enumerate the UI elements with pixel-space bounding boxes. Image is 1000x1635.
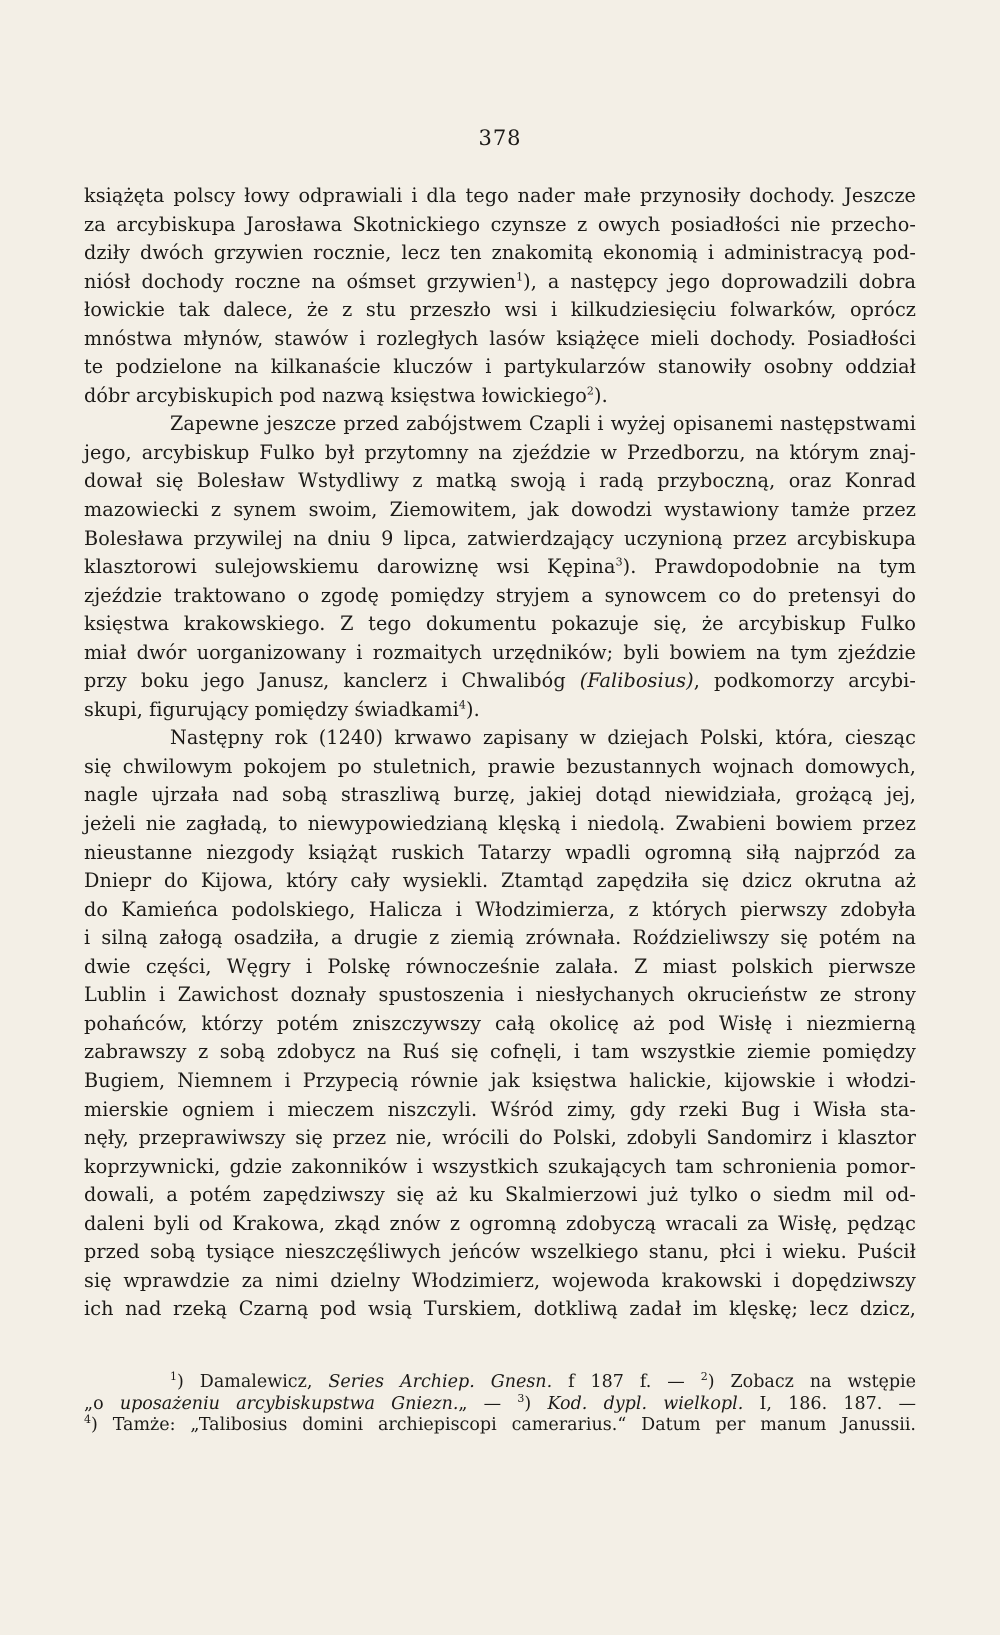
text-line bbox=[84, 439, 916, 468]
text-line bbox=[84, 325, 916, 354]
footnote-line bbox=[84, 1415, 916, 1437]
text-line bbox=[84, 496, 916, 525]
text-run: jeżeli nie zagładą, to niewypowiedzianą klęską i niedolą. Zwabieni bowiem przez bbox=[84, 812, 916, 836]
italic-text: Kod. dypl. wielkopl. bbox=[547, 1393, 744, 1414]
text-run: ) Tamże: „Talibosius domini archiepiscopi camerarius.“ Datum per manum Janussii. bbox=[91, 1415, 916, 1435]
text-run: do Kamieńca podolskiego, Halicza i Włodzimierza, z których pierwszy zdobyła bbox=[84, 897, 916, 921]
text-line bbox=[84, 1238, 916, 1267]
text-run: klasztorowi sulejowskiemu darowiznę wsi Kępina bbox=[84, 555, 616, 579]
footnote-marker: 2 bbox=[700, 1370, 708, 1384]
text-line bbox=[84, 1153, 916, 1182]
text-line bbox=[84, 553, 916, 582]
text-run: mazowiecki z synem swoim, Ziemowitem, jak dowodzi wystawiony tamże przez bbox=[84, 498, 916, 522]
text-run: „ — bbox=[458, 1393, 518, 1414]
text-run: jego, arcybiskup Fulko był przytomny na zjeździe w Przedborzu, na którym znaj- bbox=[84, 440, 916, 464]
text-line bbox=[84, 639, 916, 668]
text-run: nagle ujrzała nad sobą straszliwą burzę, jakiej dotąd niewidziała, grożącą jej, bbox=[84, 783, 916, 807]
text-run: ich nad rzeką Czarną pod wsią Turskiem, dotkliwą zadał im klęskę; lecz dzicz, bbox=[84, 1297, 916, 1321]
text-line bbox=[84, 981, 916, 1010]
footnote-marker: 3 bbox=[615, 555, 623, 569]
text-run: I, 186. 187. — bbox=[743, 1393, 917, 1414]
text-run: te podzielone na kilkanaście kluczów i partykularzów stanowiły osobny oddział bbox=[84, 355, 916, 379]
text-line bbox=[84, 724, 916, 753]
text-run: Bugiem, Niemnem i Przypecią równie jak księstwa halickie, kijowskie i włodzi- bbox=[84, 1068, 916, 1092]
text-run: koprzywnicki, gdzie zakonników i wszystkich szukających tam schronienia pomor- bbox=[84, 1154, 916, 1178]
text-run: , podkomorzy arcybi- bbox=[693, 669, 916, 693]
footnote-line bbox=[84, 1372, 916, 1394]
text-run: mnóstwa młynów, stawów i rozległych lasów książęce mieli dochody. Posiadłości bbox=[84, 326, 916, 350]
text-line bbox=[84, 182, 916, 211]
text-run: pohańców, którzy potém zniszczywszy całą okolicę aż pod Wisłę i niezmierną bbox=[84, 1011, 916, 1035]
footnote-marker: 2 bbox=[586, 384, 594, 398]
text-run: f 187 f. — bbox=[552, 1372, 701, 1392]
text-line bbox=[84, 896, 916, 925]
text-run: ). bbox=[593, 383, 608, 407]
text-line bbox=[84, 667, 916, 696]
text-run: dowali, a potém zapędziwszy się aż ku Skalmierzowi już tylko o siedm mil od- bbox=[84, 1183, 916, 1207]
text-line bbox=[84, 1181, 916, 1210]
text-run: daleni byli od Krakowa, zkąd znów z ogromną zdobyczą wracali za Wisłę, pędząc bbox=[84, 1211, 916, 1235]
text-run: Dniepr do Kijowa, który cały wysiekli. Ztamtąd zapędziła się dzicz okrutna aż bbox=[84, 869, 916, 893]
text-run: i silną załogą osadziła, a drugie z ziemią zrównała. Roździeliwszy się potém na bbox=[84, 926, 916, 950]
text-line bbox=[84, 467, 916, 496]
text-run: przed sobą tysiące nieszczęśliwych jeńców wszelkiego stanu, płci i wieku. Puścił bbox=[84, 1240, 916, 1264]
text-run: Lublin i Zawichost doznały spustoszenia i niesłychanych okrucieństw ze strony bbox=[84, 983, 916, 1007]
text-line bbox=[84, 525, 916, 554]
text-line bbox=[84, 1038, 916, 1067]
text-run: łowickie tak dalece, że z stu przeszło wsi i kilkudziesięciu folwarków, oprócz bbox=[84, 298, 916, 322]
text-line bbox=[84, 211, 916, 240]
text-run: ) bbox=[524, 1393, 548, 1414]
footnote-line bbox=[84, 1391, 917, 1416]
text-line bbox=[84, 268, 916, 297]
text-run: skupi, figurujący pomiędzy świadkami bbox=[84, 697, 459, 721]
text-run: księstwa krakowskiego. Z tego dokumentu pokazuje się, że arcybiskup Fulko bbox=[84, 612, 916, 636]
text-run: dóbr arcybiskupich pod nazwą księstwa łowickiego bbox=[84, 383, 587, 407]
text-run: dował się Bolesław Wstydliwy z matką swoją i radą przyboczną, oraz Konrad bbox=[84, 469, 916, 493]
text-line bbox=[84, 353, 916, 382]
text-line bbox=[84, 1010, 916, 1039]
text-line bbox=[84, 839, 916, 868]
footnotes bbox=[84, 1372, 916, 1437]
footnote-marker: 1 bbox=[170, 1370, 177, 1384]
text-line bbox=[84, 1210, 916, 1239]
body-text bbox=[84, 182, 916, 1324]
text-line bbox=[84, 410, 916, 439]
italic-text: (Falibosius) bbox=[579, 669, 694, 693]
footnote-marker: 3 bbox=[517, 1391, 525, 1405]
text-run: nęły, przeprawiwszy się przez nie, wrócili do Polski, zdobyli Sandomirz i klasztor bbox=[84, 1126, 916, 1150]
text-run: ). bbox=[466, 697, 480, 721]
page-number: 378 bbox=[478, 126, 522, 150]
text-line bbox=[84, 239, 916, 268]
text-run: za arcybiskupa Jarosława Skotnickiego czynsze z owych posiadłości nie przecho- bbox=[84, 212, 916, 236]
text-line bbox=[84, 1067, 916, 1096]
text-line bbox=[84, 953, 916, 982]
text-line bbox=[84, 1267, 916, 1296]
text-run: Zapewne jeszcze przed zabójstwem Czapli i wyżej opisanemi następstwami bbox=[170, 412, 916, 436]
text-run: ) Damalewicz, bbox=[177, 1372, 329, 1392]
text-line bbox=[84, 1096, 916, 1125]
text-run: „o bbox=[84, 1393, 120, 1414]
text-run: Bolesława przywilej na dniu 9 lipca, zatwierdzający uczynioną przez arcybiskupa bbox=[84, 526, 916, 550]
text-run: się wprawdzie za nimi dzielny Włodzimierz, wojewoda krakowski i dopędziwszy bbox=[84, 1268, 916, 1292]
text-line bbox=[84, 382, 916, 411]
text-run: książęta polscy łowy odprawiali i dla tego nader małe przynosiły dochody. Jeszcze bbox=[84, 184, 916, 207]
text-run: niósł dochody roczne na ośmset grzywien bbox=[84, 269, 517, 293]
text-line bbox=[84, 810, 916, 839]
text-line bbox=[84, 781, 916, 810]
text-run: zabrawszy z sobą zdobycz na Ruś się cofnęli, i tam wszystkie ziemie pomiędzy bbox=[84, 1040, 916, 1064]
text-line bbox=[84, 924, 916, 953]
text-line bbox=[84, 1124, 916, 1153]
italic-text: Series Archiep. Gnesn. bbox=[328, 1372, 553, 1392]
text-line bbox=[84, 582, 916, 611]
footnote-marker: 4 bbox=[458, 698, 467, 712]
text-line bbox=[84, 696, 916, 725]
text-run: Następny rok (1240) krwawo zapisany w dziejach Polski, która, ciesząc bbox=[170, 726, 916, 750]
text-run: dwie części, Węgry i Polskę równocześnie zalała. Z miast polskich pierwsze bbox=[84, 954, 916, 978]
text-line bbox=[84, 1295, 916, 1324]
text-line bbox=[84, 610, 916, 639]
text-run: ). Prawdopodobnie na tym bbox=[622, 555, 917, 579]
text-run: zjeździe traktowano o zgodę pomiędzy stryjem a synowcem co do pretensyi do bbox=[84, 583, 916, 607]
text-run: mierskie ogniem i mieczem niszczyli. Wśród zimy, gdy rzeki Bug i Wisła sta- bbox=[84, 1097, 916, 1121]
italic-text: uposażeniu arcybiskupstwa Gniezn. bbox=[119, 1393, 459, 1414]
text-line bbox=[84, 867, 916, 896]
text-run: nieustanne niezgody książąt ruskich Tatarzy wpadli ogromną siłą najprzód za bbox=[84, 840, 916, 864]
text-run: ) Zobacz na wstępie bbox=[707, 1372, 916, 1392]
text-run: przy boku jego Janusz, kanclerz i Chwalibóg bbox=[84, 669, 580, 693]
text-line bbox=[84, 296, 916, 325]
text-line bbox=[84, 753, 916, 782]
text-run: miał dwór uorganizowany i rozmaitych urzędników; byli bowiem na tym zjeździe bbox=[84, 640, 916, 664]
footnote-marker: 4 bbox=[84, 1413, 91, 1427]
text-run: się chwilowym pokojem po stuletnich, prawie bezustannych wojnach domowych, bbox=[84, 754, 916, 778]
text-run: dziły dwóch grzywien rocznie, lecz ten znakomitą ekonomią i administracyą pod- bbox=[84, 241, 916, 265]
text-run: ), a następcy jego doprowadzili dobra bbox=[523, 269, 916, 293]
footnote-marker: 1 bbox=[516, 270, 524, 284]
